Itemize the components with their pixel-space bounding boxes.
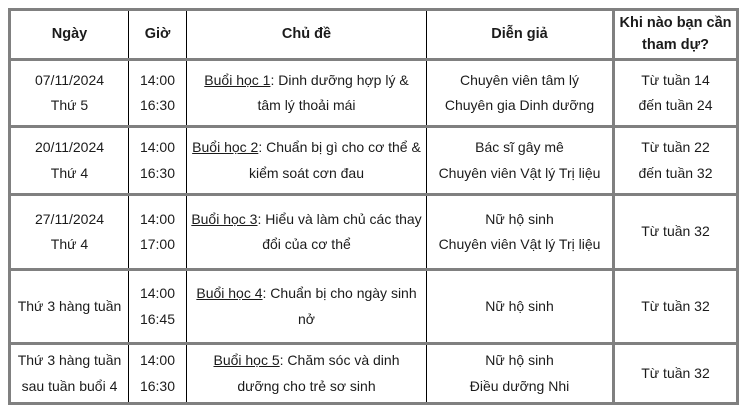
table-row-session-4 bbox=[10, 270, 738, 344]
table-body bbox=[10, 60, 738, 404]
header-cell-date: Ngày bbox=[51, 25, 88, 42]
cell-time bbox=[129, 127, 187, 195]
attend-line: đến tuần 32 bbox=[638, 164, 713, 181]
speaker-line: Nữ hộ sinh bbox=[485, 210, 554, 227]
time-end: 17:00 bbox=[139, 236, 176, 252]
time-end: 16:30 bbox=[139, 377, 176, 394]
header-cell-topic: Chủ đề bbox=[187, 10, 427, 60]
cell-speaker bbox=[427, 195, 614, 270]
cell-attend bbox=[614, 270, 738, 344]
cell-topic bbox=[187, 195, 427, 270]
time-start: 14:00 bbox=[139, 352, 176, 369]
cell-date bbox=[10, 344, 129, 404]
header-cell-time: Giờ bbox=[129, 10, 187, 60]
session-title: : Hiểu và làm chủ các thay đổi của cơ thể bbox=[257, 210, 422, 252]
session-label: Buổi học 1 bbox=[204, 71, 271, 88]
attend-line: Từ tuần 22 bbox=[641, 139, 710, 156]
session-label: Buổi học 4 bbox=[196, 285, 263, 302]
session-label: Buổi học 5 bbox=[213, 352, 280, 369]
time-end: 16:30 bbox=[139, 97, 176, 113]
table-row-session-3 bbox=[10, 195, 738, 270]
table-row-session-5 bbox=[10, 344, 738, 404]
speaker-line: Chuyên gia Dinh dưỡng bbox=[444, 97, 595, 113]
cell-date bbox=[10, 60, 129, 127]
date-line: Thứ 3 hàng tuần bbox=[17, 352, 122, 369]
cell-time bbox=[129, 270, 187, 344]
cell-speaker bbox=[427, 127, 614, 195]
session-title: : Chuẩn bị gì cho cơ thể & kiểm soát cơn đau bbox=[248, 139, 421, 181]
cell-time bbox=[129, 195, 187, 270]
cell-attend bbox=[614, 344, 738, 404]
attend-line: Từ tuần 14 bbox=[641, 71, 710, 88]
attend-line: đến tuần 24 bbox=[638, 97, 713, 113]
table-header bbox=[10, 10, 738, 60]
session-title: : Chuẩn bị cho ngày sinh nở bbox=[262, 285, 417, 327]
session-title: : Dinh dưỡng hợp lý & tâm lý thoải mái bbox=[257, 71, 409, 113]
time-start: 14:00 bbox=[139, 210, 176, 227]
date-line: Thứ 3 hàng tuần bbox=[17, 297, 122, 314]
time-end: 16:45 bbox=[139, 310, 176, 327]
cell-date bbox=[10, 270, 129, 344]
speaker-line: Nữ hộ sinh bbox=[485, 352, 554, 369]
cell-topic bbox=[187, 60, 427, 127]
time-end: 16:30 bbox=[139, 164, 176, 181]
time-start: 14:00 bbox=[139, 285, 176, 302]
weekday-line: Thứ 4 bbox=[50, 164, 89, 181]
cell-topic bbox=[187, 270, 427, 344]
header-row bbox=[10, 10, 738, 60]
cell-time bbox=[129, 60, 187, 127]
table-row-session-2 bbox=[10, 127, 738, 195]
date-line: sau tuần buổi 4 bbox=[21, 377, 118, 394]
speaker-line: Nữ hộ sinh bbox=[485, 297, 554, 314]
date-line: 20/11/2024 bbox=[34, 139, 105, 156]
cell-attend bbox=[614, 60, 738, 127]
attend-line: Từ tuần 32 bbox=[641, 223, 710, 240]
session-label: Buổi học 3 bbox=[191, 210, 258, 227]
cell-topic bbox=[187, 127, 427, 195]
date-line: 07/11/2024 bbox=[34, 71, 105, 88]
schedule-table bbox=[8, 8, 739, 405]
header-cell-speaker: Diễn giả bbox=[427, 10, 614, 60]
table-row-session-1 bbox=[10, 60, 738, 127]
header-cell-attend: Khi nào bạn cần tham dự? bbox=[614, 10, 738, 60]
cell-attend bbox=[614, 127, 738, 195]
speaker-line: Chuyên viên Vật lý Trị liệu bbox=[438, 164, 601, 181]
cell-date bbox=[10, 127, 129, 195]
session-label: Buổi học 2 bbox=[192, 139, 259, 156]
time-start: 14:00 bbox=[139, 139, 176, 156]
attend-line: Từ tuần 32 bbox=[641, 364, 710, 381]
cell-topic bbox=[187, 344, 427, 404]
date-line: 27/11/2024 bbox=[34, 210, 105, 227]
weekday-line: Thứ 4 bbox=[50, 236, 89, 252]
time-start: 14:00 bbox=[139, 71, 176, 88]
session-title: : Chăm sóc và dinh dưỡng cho trẻ sơ sinh bbox=[237, 352, 400, 394]
cell-speaker bbox=[427, 344, 614, 404]
weekday-line: Thứ 5 bbox=[50, 97, 89, 113]
cell-speaker bbox=[427, 60, 614, 127]
cell-time bbox=[129, 344, 187, 404]
cell-speaker bbox=[427, 270, 614, 344]
speaker-line: Bác sĩ gây mê bbox=[475, 139, 564, 156]
speaker-line: Chuyên viên tâm lý bbox=[459, 71, 580, 88]
attend-line: Từ tuần 32 bbox=[641, 297, 710, 314]
cell-date bbox=[10, 195, 129, 270]
speaker-line: Điều dưỡng Nhi bbox=[469, 377, 570, 394]
speaker-line: Chuyên viên Vật lý Trị liệu bbox=[438, 236, 601, 252]
cell-attend bbox=[614, 195, 738, 270]
